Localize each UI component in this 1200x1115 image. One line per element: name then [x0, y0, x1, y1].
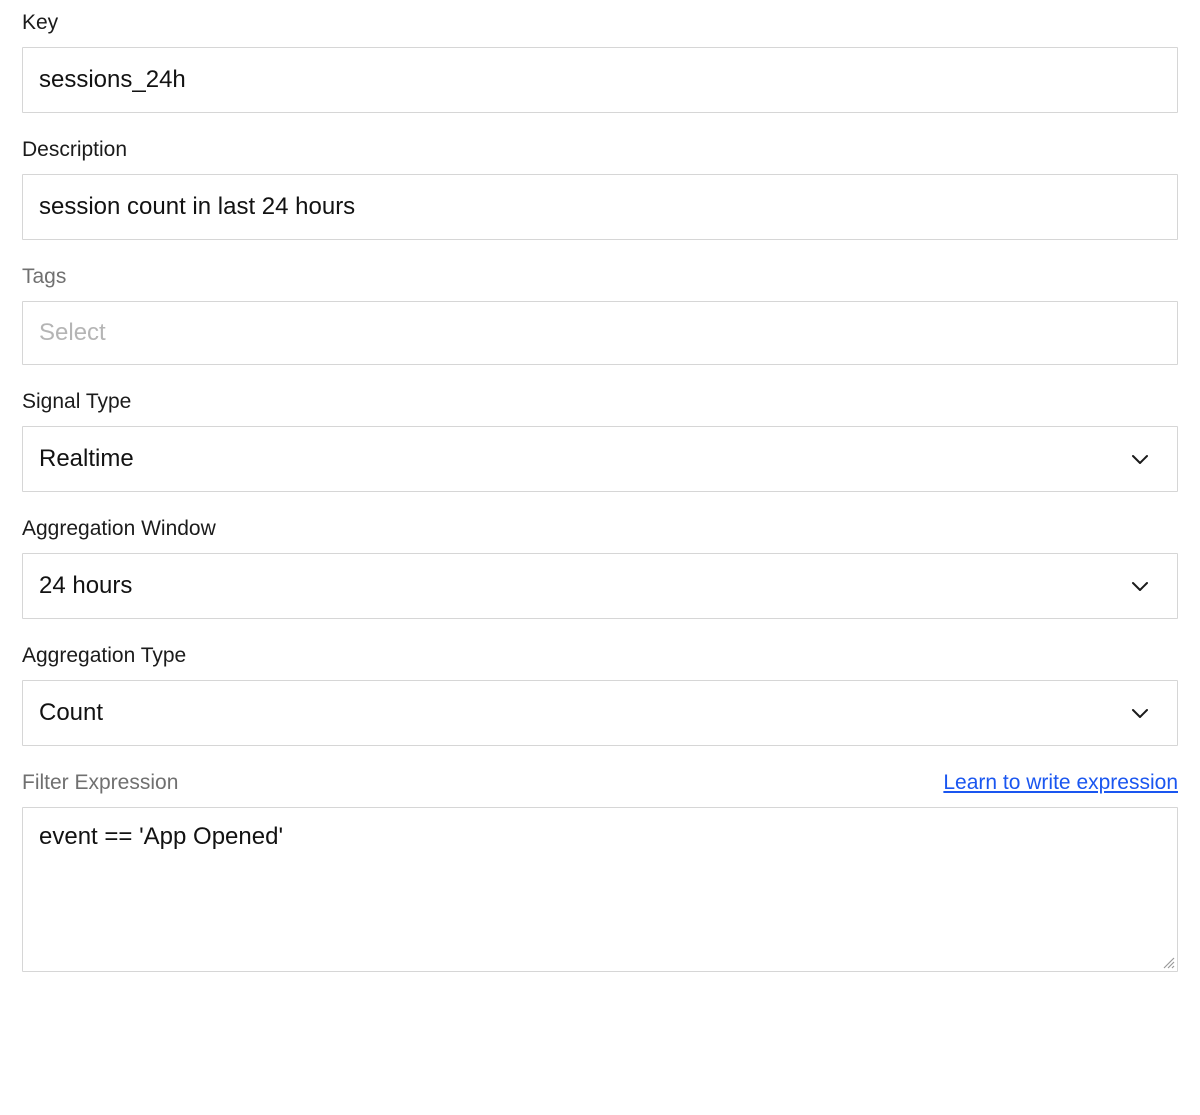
- chevron-down-icon[interactable]: [1127, 700, 1153, 726]
- filter-expression-value: event == 'App Opened': [39, 823, 284, 850]
- aggregation-window-select-value: 24 hours: [39, 572, 133, 599]
- field-label-key: Key: [22, 11, 59, 34]
- field-key: [22, 10, 1178, 113]
- field-filter-expression: [22, 770, 1178, 972]
- field-label-aggregation-window: Aggregation Window: [22, 517, 216, 540]
- tags-select[interactable]: [22, 301, 1178, 365]
- filter-expression-label-row: [22, 770, 1178, 796]
- field-signal-type: [22, 389, 1178, 492]
- resize-handle-icon[interactable]: [1159, 953, 1175, 969]
- field-tags: [22, 264, 1178, 365]
- field-aggregation-window: [22, 516, 1178, 619]
- signal-type-select[interactable]: [22, 426, 1178, 492]
- field-label-filter-expression: Filter Expression: [22, 771, 179, 794]
- field-description: [22, 137, 1178, 240]
- chevron-down-icon[interactable]: [1127, 446, 1153, 472]
- field-aggregation-type: [22, 643, 1178, 746]
- field-label-aggregation-type: Aggregation Type: [22, 644, 187, 667]
- description-input-value: session count in last 24 hours: [39, 193, 356, 220]
- field-label-signal-type: Signal Type: [22, 390, 132, 413]
- key-input-value: sessions_24h: [39, 66, 186, 93]
- aggregation-type-select[interactable]: [22, 680, 1178, 746]
- description-input[interactable]: [22, 174, 1178, 240]
- signal-type-select-value: Realtime: [39, 445, 134, 472]
- chevron-down-icon[interactable]: [1127, 573, 1153, 599]
- tags-select-placeholder: Select: [39, 319, 106, 346]
- aggregation-window-select[interactable]: [22, 553, 1178, 619]
- field-label-tags: Tags: [22, 265, 67, 288]
- learn-to-write-expression-link[interactable]: Learn to write expression: [943, 771, 1178, 794]
- aggregation-type-select-value: Count: [39, 699, 104, 726]
- filter-expression-textarea[interactable]: [22, 807, 1178, 972]
- key-input[interactable]: [22, 47, 1178, 113]
- field-label-description: Description: [22, 138, 128, 161]
